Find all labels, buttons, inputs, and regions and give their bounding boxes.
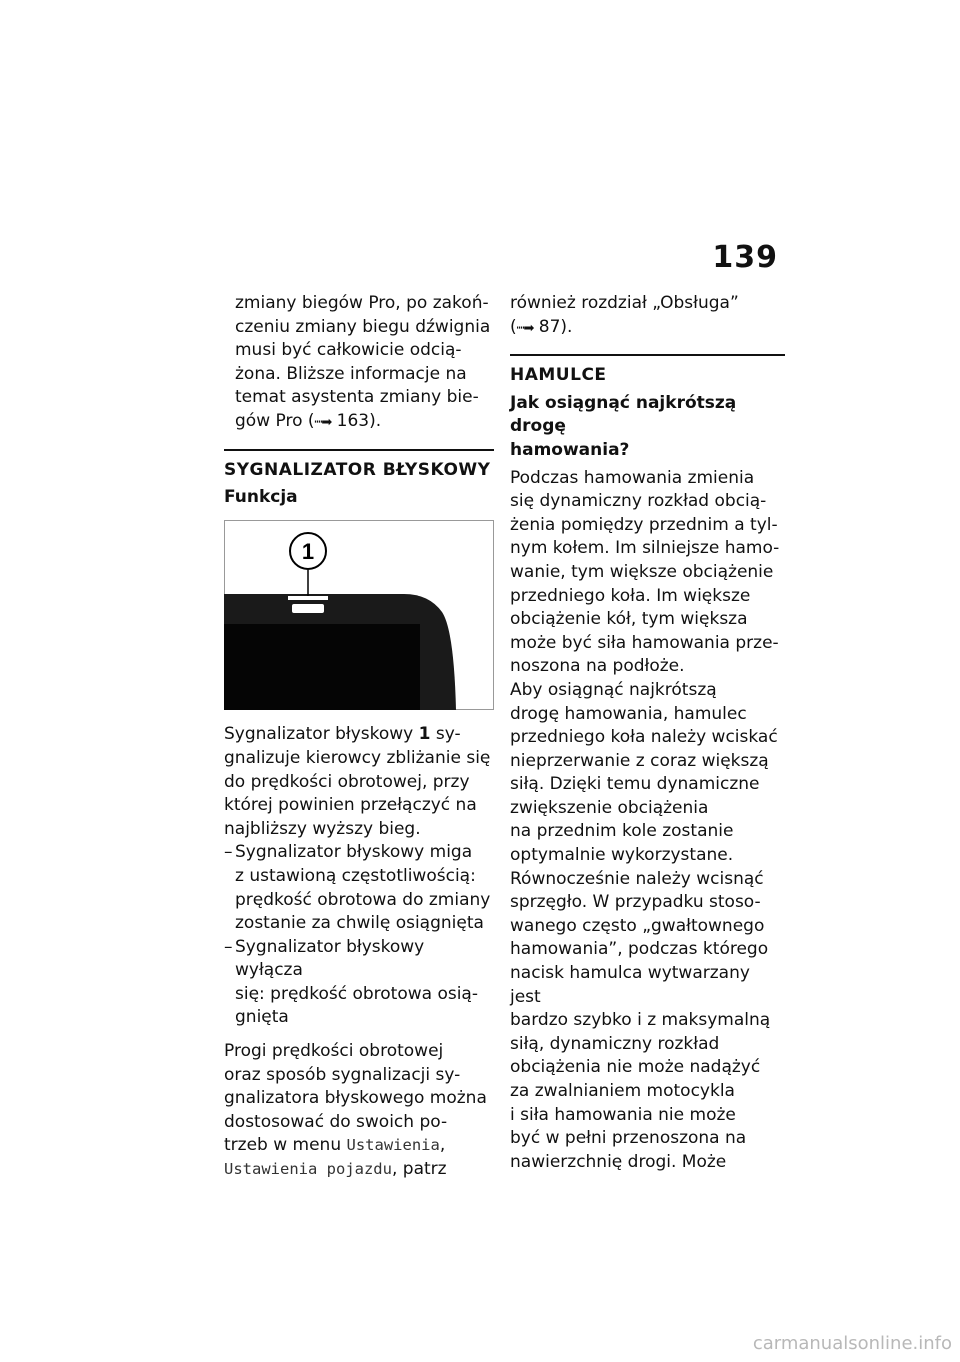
- text-span: , patrz: [391, 1159, 447, 1180]
- text-line: czeniu zmiany biegu dźwignia: [235, 316, 491, 337]
- text-line: której powinien przełączyć na: [224, 795, 477, 816]
- shift-light: [292, 604, 324, 613]
- text-line: zmiany biegów Pro, po zakoń-: [235, 293, 489, 313]
- text-line: hamowania?: [510, 439, 630, 460]
- text-line: musi być całkowicie odcią-: [235, 340, 462, 361]
- section-title: SYGNALIZATOR BŁYSKOWY: [224, 459, 491, 480]
- description-line: [224, 723, 494, 747]
- text-line: [235, 410, 494, 435]
- text-line: gnięta: [235, 1007, 289, 1028]
- text-line: Podczas hamowania zmienia: [510, 467, 755, 488]
- display-screen: [224, 624, 420, 710]
- text-line: siłą. Dzięki temu dynamiczne: [510, 774, 760, 795]
- watermark: carmanualsonline.info: [752, 1333, 952, 1354]
- text-line: również rozdział „Obsługa”: [510, 293, 739, 313]
- text-line: i siła hamowania nie może: [510, 1104, 736, 1125]
- text-line: z ustawioną częstotliwością:: [235, 865, 476, 886]
- arrow-right-icon: ┉➡: [516, 320, 534, 336]
- text-line: żona. Bliższe informacje na: [235, 363, 467, 384]
- text-span: (: [510, 316, 517, 337]
- text-line: może być siła hamowania prze-: [510, 632, 779, 653]
- callout-connector: [288, 596, 328, 600]
- page-number: 139: [712, 240, 778, 275]
- list-item: [224, 841, 494, 935]
- text-line: nacisk hamulca wytwarzany jest: [510, 963, 750, 1007]
- right-column: [510, 292, 785, 1174]
- subheading: [510, 392, 785, 463]
- text-line: bardzo szybko i z maksymalną: [510, 1010, 771, 1031]
- text-line: za zwalnianiem motocykla: [510, 1081, 735, 1101]
- text-line: oraz sposób sygnalizacji sy-: [224, 1064, 461, 1085]
- text-line: Jak osiągnąć najkrótszą drogę: [510, 392, 737, 437]
- text-line: się dynamiczny rozkład obcią-: [510, 491, 767, 512]
- text-line: do prędkości obrotowej, przy: [224, 771, 470, 792]
- text-line: wanego często „gwałtownego: [510, 915, 765, 936]
- page-reference-link[interactable]: 87).: [533, 316, 573, 337]
- text-line: się: prędkość obrotowa osią-: [235, 983, 478, 1004]
- shift-light-figure: [224, 520, 494, 710]
- text-line: najbliższy wyższy bieg.: [224, 818, 421, 839]
- text-line: zwiększenie obciążenia: [510, 797, 709, 818]
- text-line: sprzęgło. W przypadku stoso-: [510, 892, 761, 913]
- callout-label: 1: [301, 538, 315, 564]
- text-line: przedniego koła należy wciskać: [510, 727, 778, 748]
- text-line: żenia pomiędzy przednim a tyl-: [510, 514, 778, 535]
- intro-paragraph: [224, 292, 494, 435]
- left-column: [224, 292, 494, 1182]
- text-span: gów Pro (: [235, 410, 315, 431]
- text-span: Sygnalizator błyskowy: [224, 724, 419, 745]
- subheading: Funkcja: [224, 487, 298, 508]
- text-span: ,: [439, 1135, 446, 1156]
- text-line: prędkość obrotowa do zmiany: [235, 889, 491, 910]
- text-line: [510, 316, 785, 341]
- text-line: na przednim kole zostanie: [510, 821, 734, 842]
- text-line: [224, 1134, 494, 1158]
- text-line: [224, 1158, 494, 1182]
- list-dash: –: [224, 842, 233, 863]
- menu-path-vehicle-settings: Ustawienia pojazdu: [224, 1160, 392, 1179]
- text-line: wanie, tym większe obciążenie: [510, 561, 774, 582]
- text-line: drogę hamowania, hamulec: [510, 703, 747, 724]
- text-line: nawierzchnię drogi. Może: [510, 1151, 727, 1172]
- text-span: trzeb w menu: [224, 1135, 347, 1156]
- text-line: gnalizatora błyskowego można: [224, 1088, 487, 1109]
- text-line: przedniego koła. Im większe: [510, 585, 751, 606]
- page-reference-link[interactable]: 163).: [331, 410, 382, 431]
- section-divider: [510, 354, 785, 356]
- section-title: HAMULCE: [510, 365, 607, 386]
- callout-reference: 1: [418, 724, 431, 745]
- text-line: siłą, dynamiczny rozkład: [510, 1033, 720, 1054]
- text-span: sy-: [430, 724, 461, 745]
- list-dash: –: [224, 936, 233, 957]
- section-divider: [224, 449, 494, 451]
- list-item: [224, 936, 494, 1030]
- brakes-body: [510, 467, 785, 1175]
- text-line: Sygnalizator błyskowy miga: [235, 842, 473, 863]
- text-line: Progi prędkości obrotowej: [224, 1041, 444, 1062]
- menu-path-settings: Ustawienia: [346, 1136, 440, 1155]
- text-line: Sygnalizator błyskowy wyłącza: [235, 936, 425, 981]
- text-line: być w pełni przenoszona na: [510, 1128, 747, 1149]
- text-line: zostanie za chwilę osiągnięta: [235, 913, 484, 934]
- text-line: nieprzerwanie z coraz większą: [510, 750, 769, 771]
- text-line: gnalizuje kierowcy zbliżanie się: [224, 747, 491, 768]
- text-line: noszona na podłoże.: [510, 656, 685, 677]
- text-line: Równocześnie należy wcisnąć: [510, 868, 764, 889]
- arrow-right-icon: ┉➡: [314, 414, 332, 430]
- text-line: Aby osiągnąć najkrótszą: [510, 679, 717, 700]
- text-line: hamowania”, podczas którego: [510, 939, 769, 960]
- text-line: temat asystenta zmiany bie-: [235, 387, 479, 408]
- text-line: nym kołem. Im silniejsze hamo-: [510, 538, 780, 559]
- text-line: obciążenia nie może nadążyć: [510, 1057, 761, 1078]
- text-line: optymalnie wykorzystane.: [510, 845, 734, 866]
- text-line: obciążenie kół, tym większa: [510, 609, 748, 630]
- text-line: dostosować do swoich po-: [224, 1111, 448, 1132]
